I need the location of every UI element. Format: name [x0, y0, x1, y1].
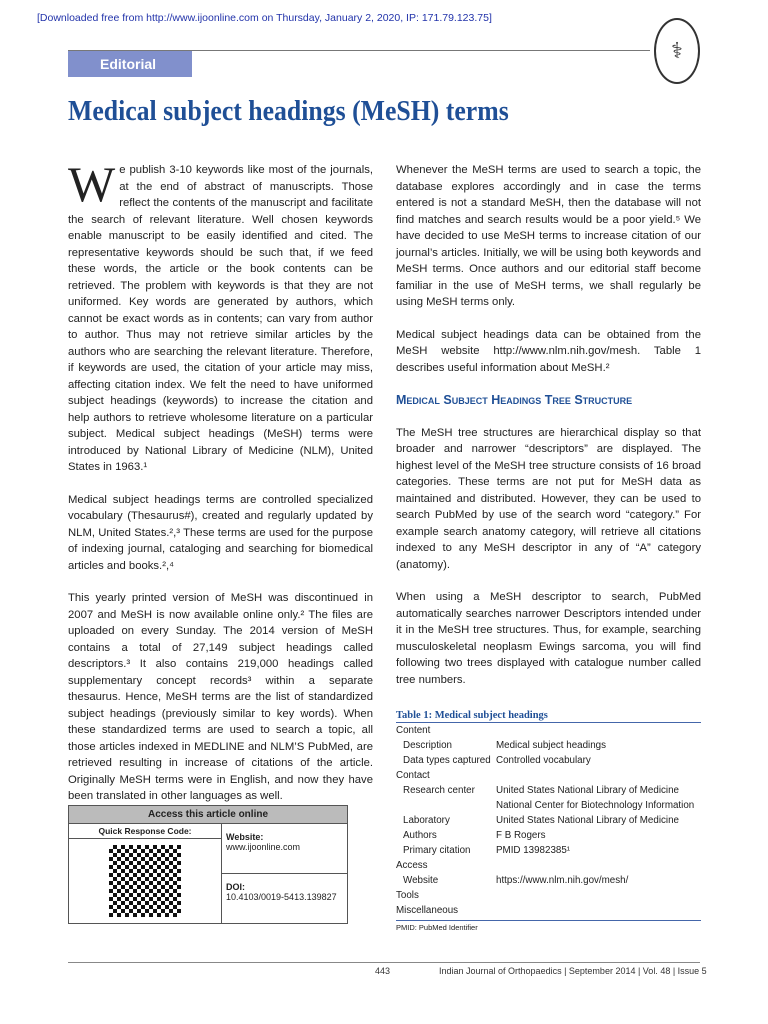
row-key: Authors — [403, 830, 437, 841]
table-row — [396, 783, 701, 798]
table-row — [396, 873, 701, 888]
download-note: [Downloaded free from http://www.ijoonline.com on Thursday, January 2, 2020, IP: 171.79.123.75] — [37, 12, 492, 24]
paragraph: Medical subject headings data can be obtained from the MeSH website http://www.nlm.nih.gov/mesh. Table 1 describes useful information about MeSH.² — [396, 328, 701, 374]
section-tag: Editorial — [68, 51, 192, 77]
paragraph: This yearly printed version of MeSH was discontinued in 2007 and MeSH is now available online only.² The files are uploaded on every Sunday. The 2014 version of MeSH contains a total of 27,149 subject headings called descriptors.³ It also contains 219,000 headings called supplementary concept records³ within a separate thesaurus. Hence, MeSH terms are the list of standardized subject headings (previously similar to key words). When these standardized terms are used to search a topic, all those articles indexed in MEDLINE and NLM’S PubMed, are retrieved resulting in increase of citations of the article. Originally MeSH terms were in English, and now they have been translated in other languages as well. — [68, 592, 373, 802]
table-row — [396, 843, 701, 858]
row-key: Description — [403, 740, 453, 751]
row-value: Medical subject headings — [496, 740, 607, 751]
row-key: Primary citation — [403, 845, 471, 856]
section-heading: Medical Subject Headings Tree Structure — [396, 393, 633, 407]
row-key: Data types captured — [403, 755, 491, 766]
journal-footer: Indian Journal of Orthopaedics | September 2014 | Vol. 48 | Issue 5 — [439, 966, 707, 976]
row-key: Contact — [396, 770, 430, 781]
table-caption: Table 1: Medical subject headings — [396, 710, 701, 723]
paragraph-text: e publish 3-10 keywords like most of the journals, at the end of abstract of manuscripts. Those reflect the contents of the manuscript and facilitate the search of relevant literature. Well chosen keywords enable manuscript to be easily identified and cited. The representative keywords should be such that, if we feed these words, the article or the book contents can be retrieved. The problem with keywords is that they are not uniformed. Key words are generated by authors, which cannot be exact words as in contents; can vary from author to author. Thus may not retrieve similar articles by the authors who are searching the relevant literature. Therefore, if keywords are used, the citation of your article may miss, affecting citation index. We felt the need to have uniformed subject headings (keywords) to increase the citation and help authors to retrieve wholesome literature on a particular subject. Medical subject headings (MeSH) terms were introduced by National Library of Medicine (NLM), United States in 1963.¹ — [68, 164, 373, 473]
paragraph: Medical subject headings terms are controlled specialized vocabulary (Thesaurus#), created and regularly updated by NLM, United States.²,³ These terms are used for the purpose of indexing journal, cataloging and searching for biomedical articles and books.²,⁴ — [68, 493, 373, 572]
website-link[interactable]: www.ijoonline.com — [226, 842, 301, 852]
table-row — [396, 903, 701, 918]
left-column — [68, 156, 373, 821]
paragraph: Whenever the MeSH terms are used to search a topic, the database explores accordingly and in case the terms entered is not a standard MeSH, then the database will not find matches and search results would be a poor yield.⁵ We have decided to use MeSH terms to increase citation of our journal’s articles. Initially, we will be using both keywords and MeSH terms. Once authors and our editorial staff become familiar in the use of MeSH terms, we shall regularly be using MeSH terms only. — [396, 164, 701, 308]
table-row — [396, 828, 701, 843]
row-value: United States National Library of Medicine — [496, 815, 679, 826]
drop-cap: W — [68, 156, 116, 212]
qr-code-icon — [109, 845, 181, 917]
row-key: Tools — [396, 890, 419, 901]
access-box — [68, 805, 348, 924]
doi-value: 10.4103/0019-5413.139827 — [226, 891, 337, 902]
row-key: Access — [396, 860, 428, 871]
row-key: Content — [396, 725, 431, 736]
row-value: National Center for Biotechnology Information — [496, 800, 695, 811]
mesh-table — [396, 710, 701, 932]
website-label: Website: — [226, 832, 264, 842]
row-key: Laboratory — [403, 815, 450, 826]
table-row — [396, 753, 701, 768]
journal-logo-icon: ⚕ — [654, 18, 700, 84]
table-footnote: PMID: PubMed Identifier — [396, 920, 701, 932]
row-key: Research center — [403, 785, 475, 796]
table-row — [396, 723, 701, 738]
row-value: https://www.nlm.nih.gov/mesh/ — [496, 875, 629, 886]
footer-rule — [68, 962, 700, 963]
doi-label: DOI: — [226, 881, 245, 892]
row-key: Miscellaneous — [396, 905, 459, 916]
row-value: F B Rogers — [496, 830, 546, 841]
row-key: Website — [403, 875, 439, 886]
row-value: Controlled vocabulary — [496, 755, 591, 766]
row-value: PMID 13982385¹ — [496, 845, 571, 856]
article-title: Medical subject headings (MeSH) terms — [68, 96, 509, 127]
row-value: United States National Library of Medicine — [496, 785, 679, 796]
table-row — [396, 738, 701, 753]
paragraph: The MeSH tree structures are hierarchical display so that broader and narrower “descriptors” are displayed. The highest level of the MeSH tree structure consists of 16 broad categories. These terms are not put for MeSH data as maintained and distributed. However, they can be used to search PubMed by use of the search word “category.” For example search anatomy category, will retrieve all citations indexed to any MeSH descriptor in any of “A” category (anatomy). — [396, 426, 701, 571]
row-key — [396, 798, 496, 813]
access-header: Access this article online — [69, 806, 347, 824]
right-column — [396, 162, 701, 704]
paragraph: When using a MeSH descriptor to search, PubMed automatically searches narrower Descriptors intended under it in the MeSH tree structures. Thus, for example, searching musculoskeletal neoplasm Ewings sarcoma, you will find following two trees displayed with catalogue number called tree numbers. — [396, 591, 701, 686]
page-number: 443 — [375, 966, 391, 976]
table-row — [396, 813, 701, 828]
table-row — [396, 798, 701, 813]
table-row — [396, 858, 701, 873]
qr-label: Quick Response Code: — [69, 824, 221, 839]
table-row — [396, 888, 701, 903]
paragraph — [68, 156, 373, 476]
table-row — [396, 768, 701, 783]
